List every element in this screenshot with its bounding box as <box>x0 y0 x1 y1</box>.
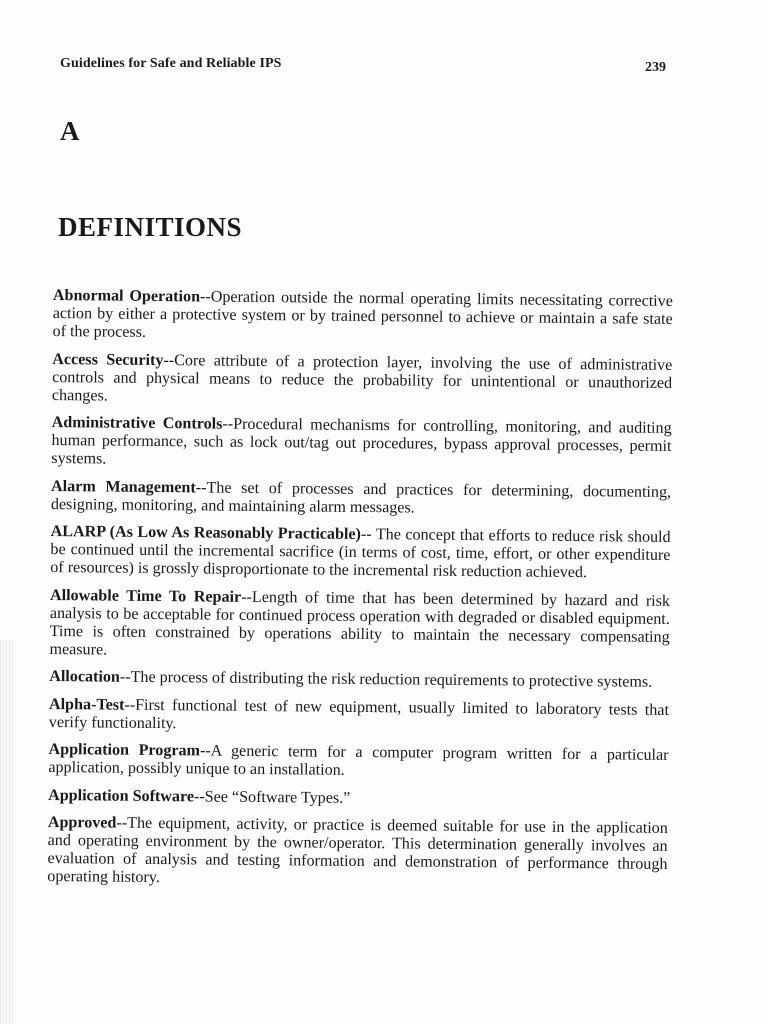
definition-term: ALARP (As Low As Reasonably Practicable) <box>50 522 362 543</box>
definition-entry <box>49 668 669 692</box>
definition-text: --Length of time that has been determined by hazard and risk analysis to be acceptable for continued process operation with degraded or disabled equipment. Time is often constrained by operations ability to maintain the necessary compensating measure. <box>49 588 671 659</box>
definition-term: Administrative Controls <box>51 413 223 433</box>
scan-edge-shadow <box>0 640 14 1024</box>
definition-text: --The set of processes and practices for determining, documenting, designing, monitoring, and maintaining alarm messages. <box>50 478 672 516</box>
definition-entry <box>47 814 668 892</box>
definition-term: Abnormal Operation <box>52 287 201 306</box>
definition-entry <box>50 523 670 583</box>
definition-text: --Operation outside the normal operating limits necessitating corrective action by either a protective system or by trained personnel to achieve or maintain a safe state of the process. <box>52 288 673 341</box>
definition-term: Alpha-Test <box>48 695 125 714</box>
definitions-list <box>47 287 673 901</box>
definition-text: --Procedural mechanisms for controlling, monitoring, and auditing human performance, such as lock out/tag out procedures, bypass approval processes, permit systems. <box>51 415 672 468</box>
definition-term: Allowable Time To Repair <box>49 586 242 606</box>
definition-entry <box>49 695 669 737</box>
definition-text: --Core attribute of a protection layer, involving the use of administrative controls and physical means to reduce the probability for unintentional or unauthorized changes. <box>51 351 673 405</box>
definition-entry <box>49 586 670 664</box>
definition-text: --The equipment, activity, or practice is deemed suitable for use in the application and operating environment by the owner/operator. This determination generally involves an evaluation of analysis and testing information and demonstration of performance through operating history. <box>47 814 668 887</box>
definition-term: Application Program <box>48 740 201 760</box>
definition-entry <box>48 786 668 810</box>
appendix-letter: A <box>60 116 80 146</box>
definition-entry <box>52 350 672 410</box>
definition-entry <box>48 741 668 783</box>
page-number: 239 <box>645 60 666 75</box>
running-header-title: Guidelines for Safe and Reliable IPS <box>60 56 282 71</box>
definition-text: --A generic term for a computer program written for a particular application, possibly unique to an installation. <box>48 742 669 779</box>
definition-text: --See “Software Types.” <box>193 787 351 807</box>
definition-text: --First functional test of new equipment, usually limited to laboratory tests that verify functionality. <box>48 696 670 732</box>
section-title: DEFINITIONS <box>58 212 243 242</box>
definition-entry <box>52 287 672 347</box>
definition-text: --The process of distributing the risk reduction requirements to protective systems. <box>119 668 653 691</box>
definition-entry <box>51 477 671 519</box>
definition-entry <box>51 414 671 474</box>
definition-text: -- The concept that efforts to reduce risk should be continued until the incremental sacrifice (in terms of cost, time, effort, or other expenditure of resources) is grossly disproportionate to the incremental risk reduction achieved. <box>50 525 671 582</box>
definition-term: Access Security <box>52 350 164 369</box>
definition-term: Alarm Management <box>51 477 196 496</box>
definition-term: Allocation <box>49 667 120 686</box>
definition-term: Application Software <box>48 786 195 805</box>
definition-term: Approved <box>47 813 117 832</box>
